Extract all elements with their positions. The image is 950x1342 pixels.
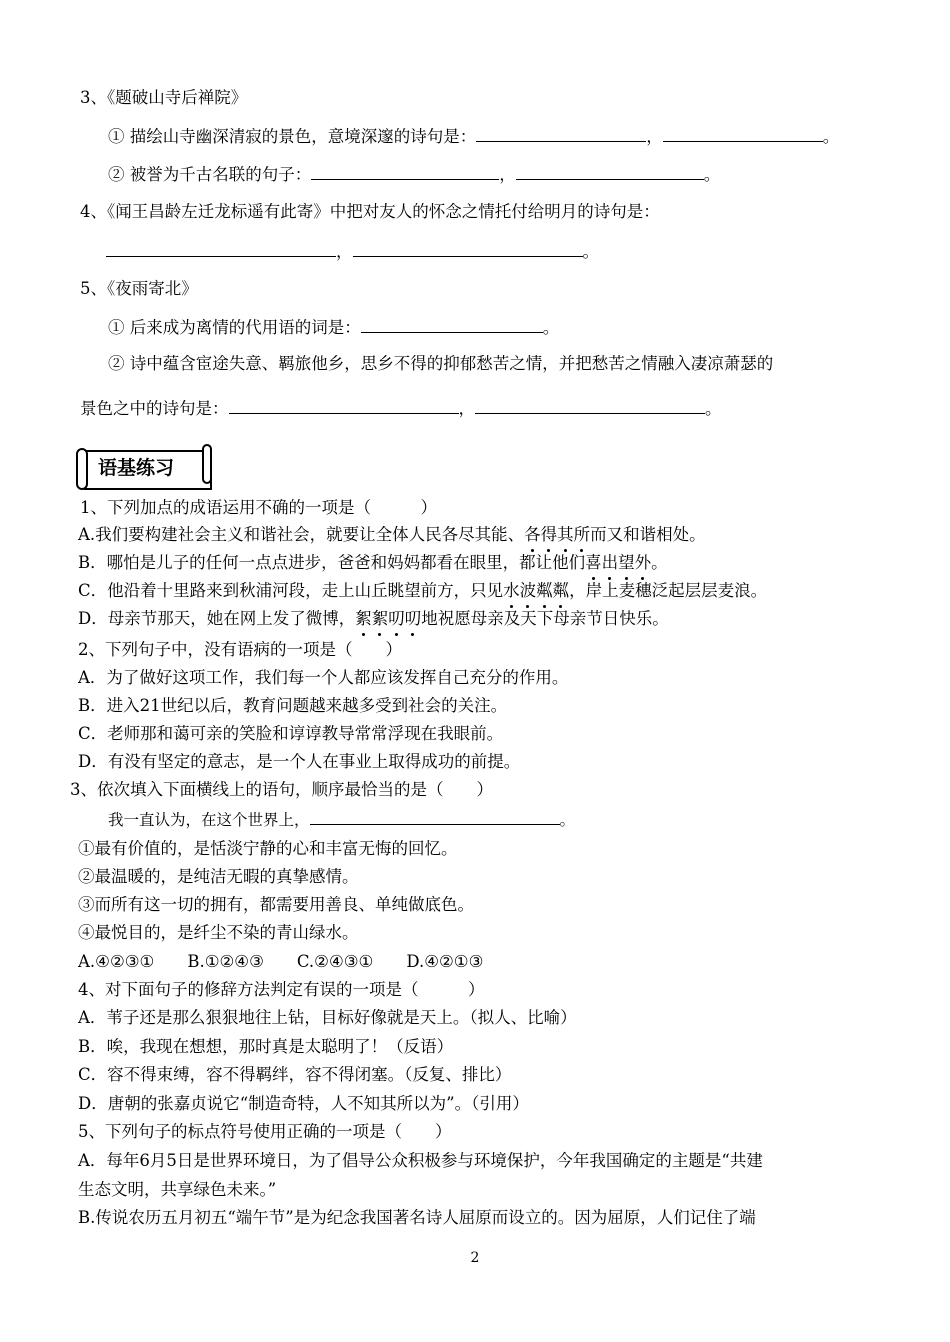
period: 。 [703, 165, 721, 184]
dotted-char: 喜 [585, 553, 602, 572]
dotted-char: 所 [573, 525, 591, 544]
q3-2-line [108, 163, 720, 186]
e3-options: A.④②③① B.①②④③ C.②④③① D.④②①③ [78, 952, 484, 971]
e2-question: 2、下列句子中，没有语病的一项是（ ） [78, 640, 402, 659]
blank-field[interactable] [229, 397, 459, 414]
e4-option-a: A．苇子还是那么狠狠地往上钻，目标好像就是天上。（拟人、比喻） [78, 1008, 577, 1027]
e2-option-c: C．老师那和蔼可亲的笑脸和谆谆教导常常浮现在我眼前。 [78, 724, 504, 743]
q4-title: 4、《闻王昌龄左迁龙标遥有此寄》中把对友人的怀念之情托付给明月的诗句是： [80, 202, 660, 221]
dotted-idiom [355, 609, 421, 628]
blank-field[interactable] [476, 125, 646, 142]
e4-option-c: C．容不得束缚，容不得羁绊，容不得闭塞。（反复、排比） [78, 1065, 512, 1084]
section-title: 语基练习 [98, 457, 175, 479]
e2-option-a: A．为了做好这项工作，我们每一个人都应该发挥自己充分的作用。 [78, 668, 569, 687]
dotted-char: 絮 [371, 609, 389, 628]
e3-item-1: ①最有价值的，是恬淡宁静的心和丰富无悔的回忆。 [78, 839, 458, 858]
e2-option-d: D．有没有坚定的意志，是一个人在事业上取得成功的前提。 [78, 752, 521, 771]
period: 。 [582, 242, 599, 261]
q5-1-line [108, 316, 559, 339]
e1-c-text: C．他沿着十里路来到秋浦河段，走上山丘眺望前方，只见 [78, 581, 504, 600]
scroll-roll-right-icon [202, 444, 212, 484]
blank-field[interactable] [353, 240, 583, 257]
e1-b-end: 。 [651, 553, 668, 572]
blank-field[interactable] [663, 125, 823, 142]
e5-question: 5、下列句子的标点符号使用正确的一项是（ ） [78, 1122, 452, 1141]
e4-option-b: B．唉，我现在想想，那时真是太聪明了！（反语） [78, 1037, 454, 1056]
blank-field[interactable] [475, 397, 705, 414]
dotted-char: 絮 [355, 609, 372, 628]
comma: ， [336, 242, 353, 261]
period: 。 [559, 811, 576, 829]
period: 。 [822, 127, 840, 146]
e1-question: 1、下列加点的成语运用不确的一项是（ ） [80, 498, 437, 517]
dotted-idiom [585, 553, 651, 572]
q5-title: 5、《夜雨寄北》 [80, 279, 198, 298]
dotted-char: 叨 [388, 609, 405, 628]
dotted-idiom [524, 525, 590, 544]
e1-option-c [78, 580, 767, 602]
e5-option-a-line2: 生态文明，共享绿色未来。” [78, 1180, 277, 1199]
dotted-char: 出 [601, 553, 619, 572]
e3-item-2: ②最温暖的，是纯洁无暇的真挚感情。 [78, 867, 359, 886]
dotted-char: 各 [524, 525, 541, 544]
e3-stem-line [108, 808, 575, 831]
blank-field[interactable] [310, 808, 560, 825]
q5-2-text-cont: 景色之中的诗句是： [80, 399, 229, 418]
comma: ， [499, 165, 516, 184]
blank-field[interactable] [106, 240, 336, 257]
q3-1-text: ① 描绘山寺幽深清寂的景色，意境深邃的诗句是： [108, 127, 477, 146]
dotted-idiom [503, 581, 569, 600]
e5-option-b-line1: B.传说农历五月初五“端午节”是为纪念我国著名诗人屈原而设立的。因为屈原，人们记住了端 [78, 1208, 756, 1227]
e1-option-b [78, 552, 668, 574]
e3-stem: 我一直认为，在这个世界上， [108, 811, 310, 829]
e1-option-d [78, 608, 669, 630]
e4-option-d: D．唐朝的张嘉贞说它“制造奇特，人不知其所以为”。（引用） [78, 1094, 529, 1113]
e3-item-4: ④最悦目的，是纤尘不染的青山绿水。 [78, 923, 359, 942]
q5-1-text: ① 后来成为离情的代用语的词是： [108, 318, 361, 337]
dotted-char: 水 [503, 581, 520, 600]
comma: ， [458, 399, 475, 418]
q5-2-answer-line [80, 397, 722, 420]
section-banner [76, 444, 212, 490]
dotted-char: 外 [634, 553, 652, 572]
dotted-char: 望 [618, 553, 635, 572]
q4-answer-line [106, 240, 599, 263]
e4-question: 4、对下面句子的修辞方法判定有误的一项是（ ） [78, 980, 485, 999]
comma: ， [646, 127, 663, 146]
e1-b-text: B．哪怕是儿子的任何一点点进步，爸爸和妈妈都看在眼里，都让他们 [78, 553, 586, 572]
dotted-char: 其 [557, 525, 574, 544]
q3-2-text: ② 被誉为千古名联的句子： [108, 165, 312, 184]
blank-field[interactable] [516, 163, 704, 180]
q5-2-text: ② 诗中蕴含宦途失意、羁旅他乡，思乡不得的抑郁愁苦之情，并把愁苦之情融入凄凉萧瑟的 [108, 354, 774, 373]
blank-field[interactable] [361, 316, 543, 333]
period: 。 [542, 318, 560, 337]
dotted-char: 粼 [536, 581, 553, 600]
dotted-char: 得 [540, 525, 558, 544]
scroll-roll-left-icon [76, 448, 88, 490]
e1-c-end: ，岸上麦穗泛起层层麦浪。 [569, 581, 768, 600]
e1-a-end: 而又和谐相处。 [590, 525, 706, 544]
e3-question: 3、依次填入下面横线上的语句，顺序最恰当的是（ ） [70, 780, 493, 799]
q3-1-line [108, 125, 839, 148]
e1-d-text: D．母亲节那天，她在网上发了微博， [78, 609, 356, 628]
period: 。 [705, 399, 722, 418]
page-number: 2 [470, 1250, 480, 1266]
e1-a-text: A.我们要构建社会主义和谐社会，就要让全体人民各尽其能、 [78, 525, 525, 544]
e1-option-a [78, 524, 706, 546]
dotted-char: 粼 [552, 581, 570, 600]
e3-item-3: ③而所有这一切的拥有，都需要用善良、单纯做底色。 [78, 895, 474, 914]
dotted-char: 叨 [404, 609, 422, 628]
e2-option-b: B．进入21世纪以后，教育问题越来越多受到社会的关注。 [78, 696, 508, 715]
e1-d-end: 地祝愿母亲及天下母亲节日快乐。 [421, 609, 669, 628]
blank-field[interactable] [311, 163, 499, 180]
dotted-char: 波 [519, 581, 537, 600]
e5-option-a-line1: A．每年6月5日是世界环境日，为了倡导公众积极参与环境保护，今年我国确定的主题是“共建 [78, 1151, 763, 1170]
q3-title: 3、《题破山寺后禅院》 [80, 88, 248, 107]
